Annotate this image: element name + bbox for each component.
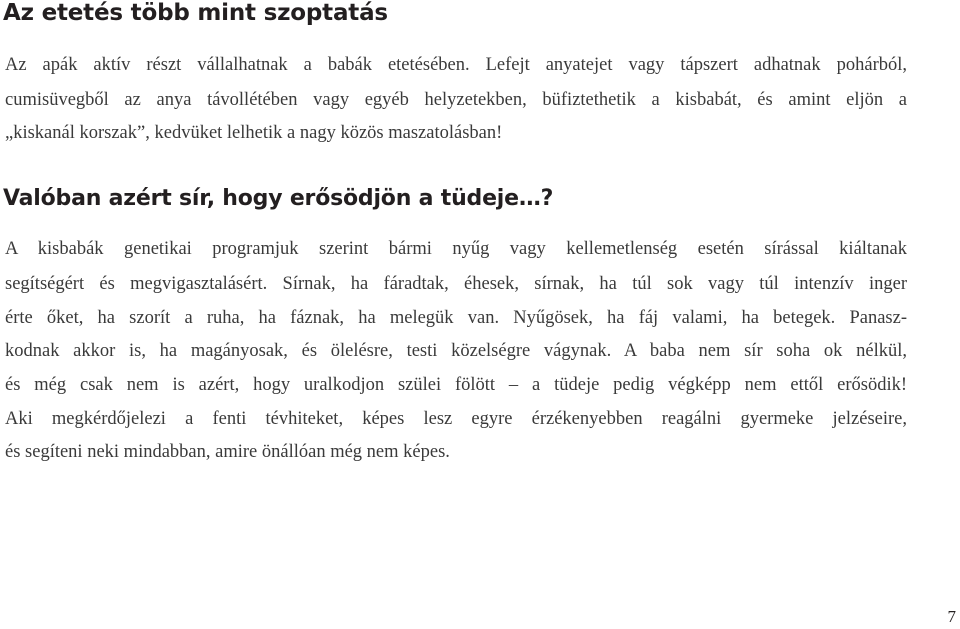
paragraph-line: Az apák aktív részt vállalhatnak a babák etetésében. Lefejt anyatejet vagy tápszert adhatnak pohárból, [5,55,907,75]
paragraph-line: és még csak nem is azért, hogy uralkodjon szülei fölött – a tüdeje pedig végképp nem ettől erősödik! [5,375,907,395]
paragraph-line: segítségért és megvigasztalásért. Sírnak, ha fáradtak, éhesek, sírnak, ha túl sok vagy túl intenzív inger [5,274,907,294]
paragraph-line: „kiskanál korszak”, kedvüket lelhetik a nagy közös maszatolásban! [5,123,503,143]
section-heading-feeding: Az etetés több mint szoptatás [3,0,388,26]
paragraph-line: cumisüvegből az anya távollétében vagy egyéb helyzetekben, büfiztethetik a kisbabát, és amint eljön a [5,90,907,110]
paragraph-line: kodnak akkor is, ha magányosak, és ölelésre, testi közelségre vágynak. A baba nem sír soha ok nélkül, [5,341,907,361]
page-number: 7 [947,607,956,626]
paragraph-line: A kisbabák genetikai programjuk szerint bármi nyűg vagy kellemetlenség esetén sírással kiáltanak [5,239,907,259]
section-heading-crying: Valóban azért sír, hogy erősödjön a tüdeje…? [3,186,554,211]
paragraph-line: Aki megkérdőjelezi a fenti tévhiteket, képes lesz egyre érzékenyebben reagálni gyermeke jelzéseire, [5,409,907,429]
paragraph-line: érte őket, ha szorít a ruha, ha fáznak, ha melegük van. Nyűgösek, ha fáj valami, ha betegek. Panasz- [5,308,907,328]
paragraph-line: és segíteni neki mindabban, amire önállóan még nem képes. [5,442,450,462]
